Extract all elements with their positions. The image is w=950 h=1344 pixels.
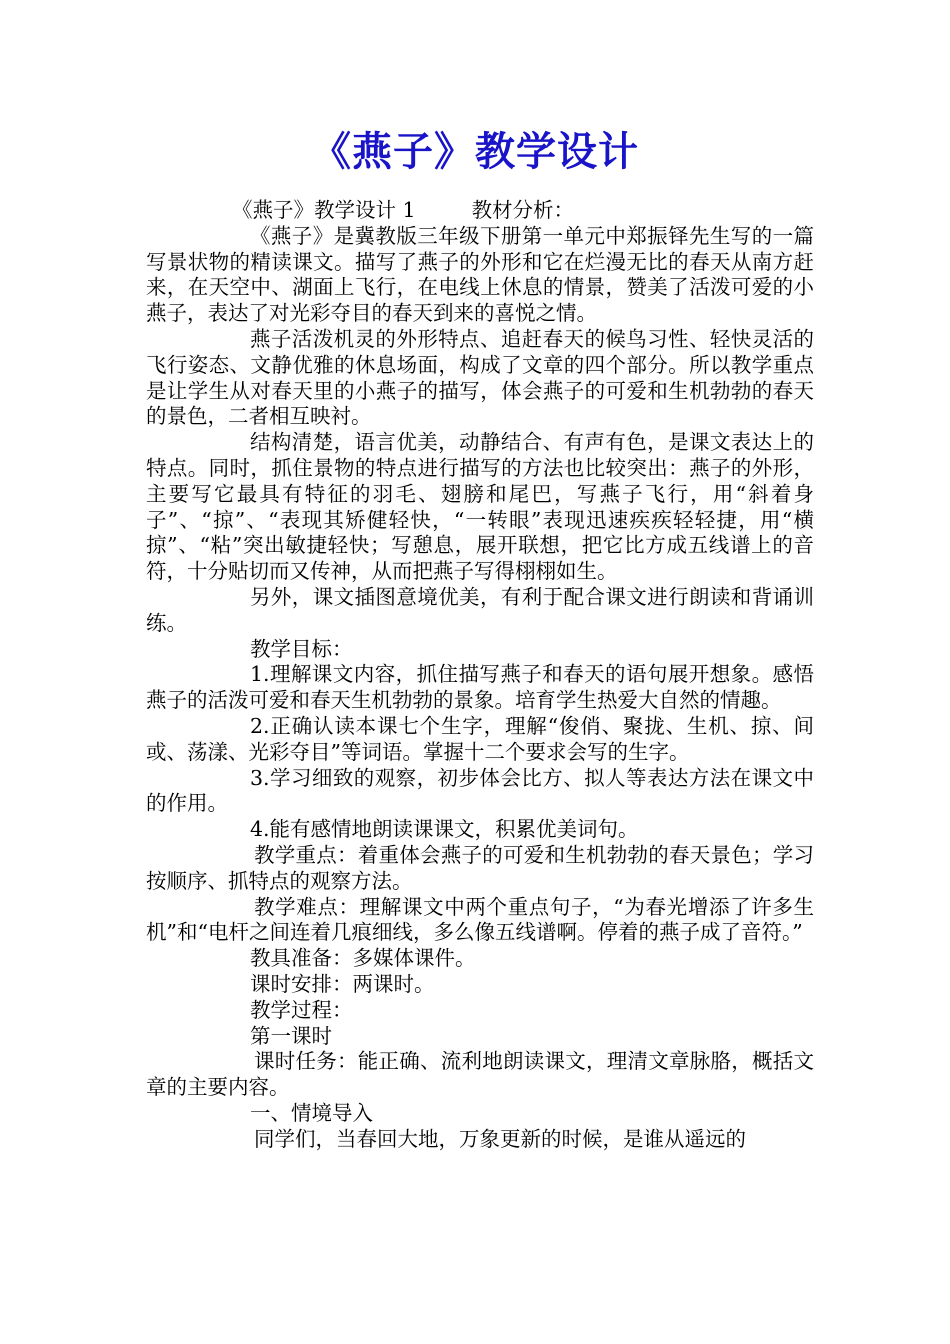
section-heading: 教学目标：	[250, 636, 353, 661]
paragraph: 1.理解课文内容，抓住描写燕子和春天的语句展开想象。感悟燕子的活泼可爱和春天生机勃勃的景象。培育学生热爱大自然的情趣。	[146, 662, 814, 713]
document-body	[146, 198, 814, 1152]
paragraph: 同学们，当春回大地，万象更新的时候，是谁从遥远的	[254, 1126, 746, 1151]
paragraph: 3.学习细致的观察，初步体会比方、拟人等表达方法在课文中的作用。	[146, 765, 814, 816]
paragraph: 结构清楚，语言优美，动静结合、有声有色，是课文表达上的特点。同时，抓住景物的特点进行描写的方法也比较突出：燕子的外形，主要写它最具有特征的羽毛、翅膀和尾巴，写燕子飞行，用“斜着身子”、“掠”、“表现其矫健轻快，“一转眼”表现迅速疾疾轻轻捷，用“横掠”、“粘”突出敏捷轻快；写憩息，展开联想，把它比方成五线谱上的音符，十分贴切而又传神，从而把燕子写得栩栩如生。	[146, 430, 814, 584]
paragraph: 另外，课文插图意境优美，有利于配合课文进行朗读和背诵训练。	[146, 584, 814, 635]
section-heading: 第一课时	[250, 1023, 332, 1048]
paragraph: 《燕子》是冀教版三年级下册第一单元中郑振铎先生写的一篇写景状物的精读课文。描写了燕子的外形和它在烂漫无比的春天从南方赶来，在天空中、湖面上飞行，在电线上休息的情景，赞美了活泼可爱的小燕子，表达了对光彩夺目的春天到来的喜悦之情。	[146, 223, 814, 326]
paragraph: 课时任务：能正确、流利地朗读课文，理清文章脉胳，概括文章的主要内容。	[146, 1049, 814, 1100]
paragraph: 教学重点：着重体会燕子的可爱和生机勃勃的春天景色；学习按顺序、抓特点的观察方法。	[146, 842, 814, 893]
paragraph: 2.正确认读本课七个生字，理解“俊俏、聚拢、生机、掠、间或、荡漾、光彩夺目”等词语。掌握十二个要求会写的生字。	[146, 713, 814, 764]
section-heading: 教学过程：	[250, 997, 353, 1022]
paragraph: 课时安排：两课时。	[250, 971, 435, 996]
intro-line-part2: 教材分析：	[471, 198, 575, 222]
intro-line-part1: 《燕子》教学设计 1	[232, 198, 416, 222]
paragraph: 4.能有感情地朗读课课文，积累优美词句。	[250, 817, 639, 842]
paragraph: 燕子活泼机灵的外形特点、追赶春天的候鸟习性、轻快灵活的飞行姿态、文静优雅的休息场面，构成了文章的四个部分。所以教学重点是让学生从对春天里的小燕子的描写，体会燕子的可爱和生机勃勃的春天的景色，二者相互映衬。	[146, 326, 814, 429]
section-heading: 一、情境导入	[250, 1100, 373, 1125]
intro-line	[146, 198, 814, 224]
paragraph: 教具准备：多媒体课件。	[250, 946, 476, 971]
document-title: 《燕子》教学设计	[311, 128, 639, 175]
paragraph: 教学难点：理解课文中两个重点句子，“为春光增添了许多生机”和“电杆之间连着几痕细线，多么像五线谱啊。停着的燕子成了音符。”	[146, 894, 814, 945]
